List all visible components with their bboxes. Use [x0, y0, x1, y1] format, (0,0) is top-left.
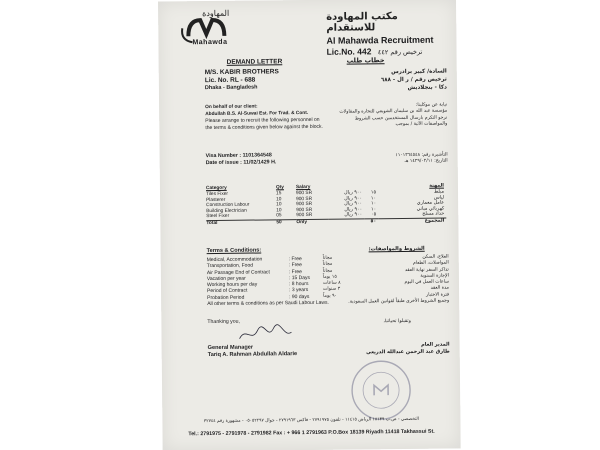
- column-header-qty: Qty: [275, 185, 284, 191]
- client-name-arabic: مؤسسة عبد الله بن سليمان الشويعي للتجارة والمقاولات: [339, 108, 448, 116]
- term-label-arabic: ساعات العمل في اليوم: [404, 279, 449, 286]
- term-label-arabic: العلاج، السكن: [422, 254, 449, 260]
- recipient-name: M/S. KABIR BROTHERS: [204, 68, 279, 77]
- terms-tail-arabic: وجميع الشروط الأخرى طبقاً لقوانين العمل السعودية.: [348, 298, 450, 305]
- visa-info: [206, 152, 326, 167]
- terms-tail: All other terms & conditions as per Saudi Labour Laws.: [207, 299, 329, 308]
- signatory-name: Tariq A. Rahman Abdullah Aldarie: [207, 351, 298, 359]
- personnel-table: [206, 184, 446, 227]
- company-logo: [170, 5, 261, 56]
- term-label: Working hours per day: [206, 281, 258, 289]
- term-value: : 3 years: [289, 287, 309, 294]
- terms-list: [207, 256, 332, 308]
- qty-cell-arabic: ١٠: [371, 207, 377, 213]
- salary-cell: 900 SR: [296, 207, 313, 213]
- term-value-arabic: ١٥ يوماً: [322, 274, 337, 280]
- term-value-arabic: ٣ سنوات: [323, 287, 341, 293]
- category-cell-arabic: مبلط: [433, 189, 445, 195]
- category-cell-arabic: لياس: [433, 195, 445, 201]
- term-label-arabic: فترة الاختبار: [425, 292, 450, 298]
- qty-cell: 15: [276, 191, 282, 197]
- column-header-category-arabic: المهنة: [429, 183, 444, 189]
- issue-date-arabic: التاريخ: ١٤٢٩/٠٢/١١ هـ: [404, 158, 448, 165]
- column-header-category: Category: [205, 185, 227, 192]
- recipient-city: Dhaka - Bangladesh: [204, 84, 258, 92]
- term-value: : Free: [288, 268, 302, 275]
- term-value-arabic: ٨ ساعات: [322, 280, 341, 287]
- category-cell-arabic: حداد مسلح: [422, 211, 445, 218]
- category-cell: Building Electrician: [206, 208, 247, 214]
- salary-cell: 900 SR: [296, 190, 313, 197]
- total-row: [206, 218, 446, 227]
- behalf-line: On behalf of our client:: [205, 104, 258, 111]
- term-label-arabic: مدة العقد: [430, 286, 450, 292]
- term-value-arabic: مجاناً: [322, 268, 333, 274]
- term-label: Medical, Accommodation: [206, 256, 263, 264]
- term-label-arabic: تذاكر السفر نهاية العقد: [404, 267, 449, 273]
- letterhead-arabic-title: مكتب المهاودة للاستقدام: [326, 11, 398, 34]
- request-paragraph: Please arrange to recruit the following personnel on the terms & conditions given below against the block.: [205, 116, 323, 131]
- license-number: Lic.No. 442: [326, 46, 372, 57]
- qty-cell-arabic: ٠٥: [371, 212, 377, 218]
- category-cell: Plasterer: [206, 197, 226, 203]
- qty-cell-arabic: ١٠: [370, 195, 377, 201]
- category-cell-arabic: عامل معماري: [416, 200, 445, 207]
- salary-cell: 900 SR: [296, 202, 313, 208]
- term-label: Period of Contract: [207, 288, 248, 295]
- term-value-arabic: ٩٠ يوماً: [323, 293, 338, 299]
- signatory-block: [208, 344, 298, 359]
- document-page: [158, 0, 461, 450]
- logo-mark-icon: [170, 5, 261, 56]
- recipient-address: [205, 68, 325, 91]
- total-label-arabic: المجموع: [378, 218, 446, 225]
- footer-arabic: التخصصي - ص.ب ١٨١٣٩ الرياض ١١٤١٥ - تلفون ٢٧٩١٩٧٥ - فاكس ٢٧٩١٩٦٣ - جوال ٠٥٠٥٢٢٩٧ - مشهورة رقم ٣٢٧٤٤: [203, 416, 419, 425]
- total-label: Total: [206, 220, 276, 227]
- salary-cell-arabic: ٩٠٠ ريال: [344, 201, 363, 207]
- category-cell-arabic: كهربائي مباني: [416, 206, 445, 212]
- signatory-role-arabic: المدير العام: [421, 341, 450, 348]
- signatory-name-arabic: طارق عبد الرحمن عبدالله الدريعي: [366, 348, 450, 356]
- total-qty: 50: [276, 220, 296, 226]
- recipient-name-arabic: السادة/ كبير برادرس: [391, 68, 447, 76]
- qty-cell: 10: [276, 196, 282, 202]
- term-value-arabic: مجاناً: [322, 255, 333, 261]
- company-stamp-icon: [350, 359, 413, 422]
- terms-heading-arabic: الشروط والمواصفات:: [368, 245, 425, 253]
- client-name: Abdullah B.S. Al-Suwai Est. For Trad. & Cont.: [205, 110, 309, 117]
- term-value: : Free: [288, 262, 302, 269]
- salary-cell-arabic: ٩٠٠ ريال: [344, 196, 363, 202]
- recipient-city-arabic: دكا - بنجلاديش: [407, 84, 447, 91]
- salary-cell-arabic: ٩٠٠ ريال: [344, 207, 363, 213]
- visa-number: Visa Number : 1101364548: [205, 152, 272, 160]
- letterhead: [326, 11, 446, 57]
- salary-cell: 900 SR: [296, 196, 313, 202]
- term-value: : 15 Days: [288, 274, 311, 282]
- recipient-license-arabic: ترخيص رقم / ر ال - ٦٨٨: [380, 76, 447, 84]
- closing-line: Thanking you,: [207, 318, 240, 326]
- category-cell: Construction Labour: [206, 202, 250, 209]
- salary-cell: 900 SR: [296, 213, 313, 219]
- behalf-line-arabic: نيابة عن موكلينا:: [415, 102, 448, 108]
- total-qty-arabic: ٥٠: [364, 219, 378, 225]
- qty-cell-arabic: ١٥: [370, 190, 377, 196]
- category-cell: Tiles Fixer: [206, 191, 229, 198]
- term-value: : 90 days: [289, 293, 310, 300]
- term-value: : 8 hours: [288, 281, 309, 288]
- footer-contact: Tel.: 2791975 - 2791978 - 2791982 Fax : + 966 1 2791963 P.O.Box 18139 Riyadh 11418 Takhassui St.: [188, 428, 435, 438]
- document-title: DEMAND LETTER: [226, 58, 283, 66]
- term-value-arabic: مجاناً: [322, 262, 333, 268]
- letter-body-arabic: [337, 103, 447, 130]
- against-line-arabic: والمواصفات الآتية / بموجب: [395, 121, 448, 128]
- signatory-block-arabic: [324, 342, 450, 357]
- document-title-arabic: خطاب طلب: [346, 56, 385, 65]
- visa-number-arabic: التأشيرة رقم: ١١٠١٣٦٤٥٤٨: [395, 152, 448, 159]
- letterhead-license: [326, 46, 446, 57]
- column-header-salary: Salary: [295, 184, 311, 191]
- terms-list-arabic: [323, 255, 450, 307]
- salary-cell-arabic: ٩٠٠ ريال: [344, 190, 363, 196]
- category-cell: Steel Fixer: [206, 214, 230, 220]
- total-only: Only: [296, 219, 328, 225]
- term-label: Vacation per year: [206, 275, 246, 282]
- svg-text:المهاودة: المهاودة: [202, 8, 230, 19]
- term-label: Air Passage End of Contract: [206, 268, 270, 276]
- visa-info-arabic: [338, 153, 448, 167]
- closing-line-arabic: وتقبلوا تحياتنا،: [383, 318, 411, 325]
- term-label-arabic: الإجازة السنوية: [420, 273, 449, 279]
- recipient-address-arabic: [337, 68, 447, 93]
- qty-cell: 10: [276, 208, 282, 214]
- salary-cell-arabic: ٩٠٠ ريال: [344, 212, 363, 218]
- recipient-license: Lic. No. RL - 688: [204, 76, 256, 85]
- term-value: : Free: [288, 256, 302, 263]
- signature-icon: [235, 322, 295, 345]
- term-label: Transportation, Food: [206, 262, 254, 270]
- terms-heading: Terms & Conditions:: [206, 247, 262, 255]
- signatory-role: General Manager: [207, 344, 254, 352]
- qty-cell: 05: [276, 213, 282, 219]
- license-number-arabic: ترخيص رقم ٤٤٢: [377, 47, 423, 57]
- issue-date: Date of issue : 11/02/1429 H.: [205, 159, 277, 167]
- letterhead-company-name: Al Mahawda Recruitment: [326, 34, 434, 46]
- qty-cell-arabic: ١٠: [370, 201, 377, 207]
- qty-cell: 10: [276, 202, 282, 208]
- logo-wordmark: Mahawda: [192, 38, 228, 47]
- letter-body: [205, 104, 325, 131]
- term-label-arabic: المواصلات، الطعام: [412, 260, 449, 267]
- term-label: Probation Period: [207, 294, 245, 301]
- request-paragraph-arabic: نرجو التكرم بارسال المستخدمين حسب الشروط: [354, 115, 448, 122]
